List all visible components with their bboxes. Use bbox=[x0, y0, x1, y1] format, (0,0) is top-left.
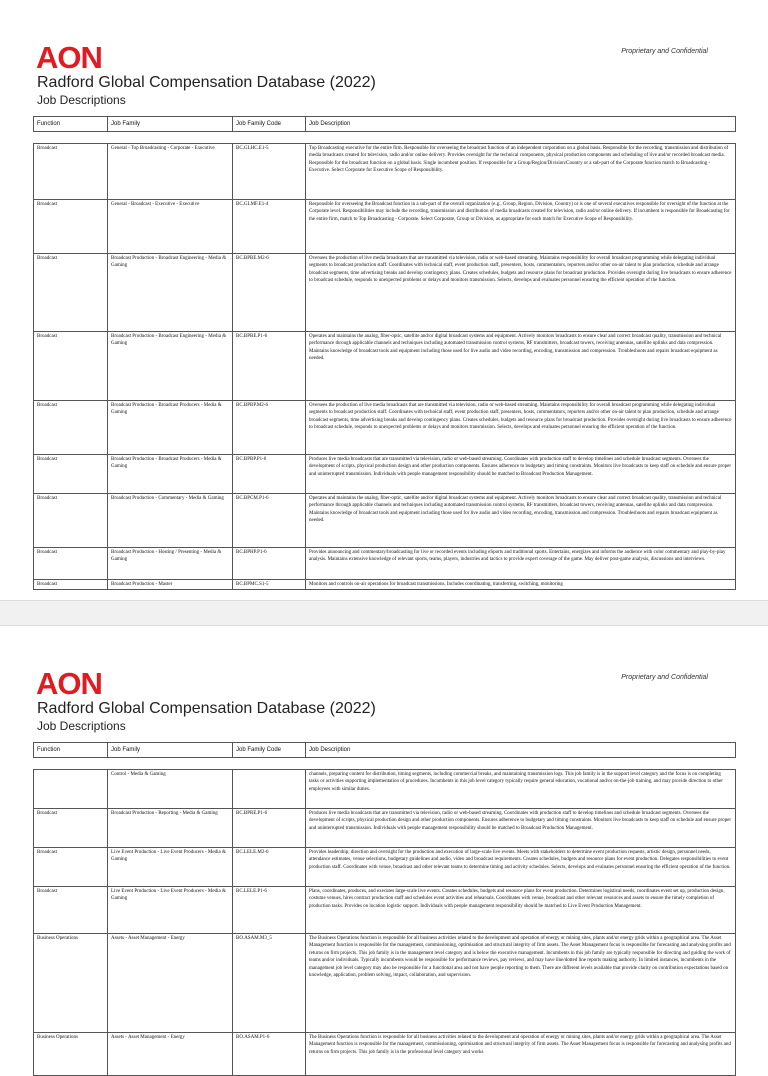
header-job-family-code: Job Family Code bbox=[233, 117, 306, 132]
cell-description: Oversees the production of live media broadcasts that are transmitted via television, radio or web-based streaming. Maintains responsibility for overall broadcast programming while delegating individual segments to broadcast production staff. Coordinates with technical staff, event production staff, presenters, hosts, commentators, reporters and/or other on-air talent to plan production, schedule and arrange broadcast segments, time advertising breaks and develop contingency plans. Creates schedules, budgets and resource plans for broadcast production. Provides oversight during live broadcasts to ensure adherence to broadcast schedule, responds to unexpected problems or delays and monitors transmission. Selects, develops and evaluates personnel ensuring the efficient operation of the function. bbox=[306, 401, 736, 455]
table-row bbox=[34, 494, 736, 548]
cell-code: BC.BPCM.P1-6 bbox=[233, 494, 306, 548]
cell-job-family: General - Top Broadcasting - Corporate - Executive bbox=[108, 144, 233, 200]
table-row bbox=[34, 548, 736, 580]
table-row bbox=[34, 887, 736, 934]
cell-function: Broadcast bbox=[34, 809, 108, 848]
page-separator bbox=[0, 600, 768, 626]
cell-function: Broadcast bbox=[34, 401, 108, 455]
page-subtitle: Job Descriptions bbox=[37, 719, 126, 733]
aon-logo: AON bbox=[36, 666, 102, 701]
cell-function: Broadcast bbox=[34, 848, 108, 887]
cell-function: Business Operations bbox=[34, 1033, 108, 1076]
header-job-family-code: Job Family Code bbox=[233, 743, 306, 758]
header-job-family: Job Family bbox=[108, 743, 233, 758]
cell-function: Broadcast bbox=[34, 254, 108, 332]
cell-job-family: Live Event Production - Live Event Producers - Media & Gaming bbox=[108, 848, 233, 887]
table-row bbox=[34, 455, 736, 494]
cell-function: Broadcast bbox=[34, 332, 108, 401]
cell-job-family: General - Broadcast - Executive - Executive bbox=[108, 200, 233, 254]
header-job-description: Job Description bbox=[306, 743, 736, 758]
confidential-notice: Proprietary and Confidential bbox=[621, 674, 708, 681]
table-row bbox=[34, 144, 736, 200]
cell-function: Broadcast bbox=[34, 494, 108, 548]
cell-code: BC.LELE.P1-6 bbox=[233, 887, 306, 934]
cell-job-family: Assets - Asset Management - Energy bbox=[108, 934, 233, 1033]
page-subtitle: Job Descriptions bbox=[37, 93, 126, 107]
cell-code: BC.BPBP.M2-6 bbox=[233, 401, 306, 455]
cell-function: Broadcast bbox=[34, 144, 108, 200]
table-row bbox=[34, 1033, 736, 1076]
table-row bbox=[34, 934, 736, 1033]
cell-function: Broadcast bbox=[34, 455, 108, 494]
cell-description: The Business Operations function is responsible for all business activities related to the development and operation of energy or mining sites, plants and/or energy grids within a geographical area. The Asset Management function is responsible for the management, commissioning, optimisation and structural integrity of firm assets. The Asset Management focus is responsible for forecasting and analysing profits and returns on firm projects. This job family is in the professional level category and works bbox=[306, 1033, 736, 1076]
cell-description: Provides announcing and commentary/broadcasting for live or recorded events including eSports and traditional sports. Entertains, energizes and informs the audience with color commentary and play-by-play analysis. Maintains extensive knowledge of relevant sports, teams, players, industries and tactics to provide expert coverage of the game. May deliver post-game analysis, discussions and interviews. bbox=[306, 548, 736, 580]
cell-description: Plans, coordinates, produces, and executes large-scale live events. Creates schedules, budgets and resource plans for event production. Determines logistical needs, coordinates event set up, production design, costume venues, hires contract production staff and schedules event activities and rehearsals. Coordinates with venue, broadcast and other relevant resources and assets to ensure the timely completion of production tasks. Provides on location logistic support. Individuals with people management responsibility should be matched to Live Event Production Management. bbox=[306, 887, 736, 934]
cell-job-family: Broadcast Production - Commentary - Media & Gaming bbox=[108, 494, 233, 548]
table-header bbox=[33, 116, 736, 132]
header-function: Function bbox=[34, 117, 108, 132]
cell-description: Monitors and controls on-air operations for broadcast transmissions. Includes coordinating, transferring, switching, monitoring bbox=[306, 580, 736, 590]
cell-code: BO.ASAM.M3_5 bbox=[233, 934, 306, 1033]
aon-logo: AON bbox=[36, 40, 102, 75]
table-header bbox=[33, 742, 736, 758]
cell-job-family: Broadcast Production - Master bbox=[108, 580, 233, 590]
cell-code: BC.GLHC.E1-5 bbox=[233, 144, 306, 200]
cell-description: The Business Operations function is responsible for all business activities related to the development and operation of energy or mining sites, plants and/or energy grids within a geographical area. The Asset Management function is responsible for the management, commissioning, optimisation and structural integrity of firm assets. The Asset Management focus is responsible for forecasting and analysing profits and returns on firm projects. This job family is in the management level category and is below the executive management. Incumbents in this job family are typically responsible for directing and guiding the work of teams and/or individuals. Typically incumbents would be responsible for performance reviews, pay reviews, and may have line/dotted line reports making authority. In limited instances, incumbents in the management job level category may also be responsible for a functional area and not have people reporting to them. There are different levels available that provide clarity on contribution expectations based on knowledge, application, problem solving, impact, collaboration, and supervision. bbox=[306, 934, 736, 1033]
table-row bbox=[34, 401, 736, 455]
page-title: Radford Global Compensation Database (2022) bbox=[37, 700, 376, 717]
cell-description: Produces live media broadcasts that are transmitted via television, radio or web-based streaming. Coordinates with production staff to develop timelines and schedule broadcast segments. Oversees the development of scripts, physical production design and other production components. Ensures adherence to budgetary and timing constraints. Monitors live broadcasts to keep staff on schedule and ensure proper and uninterrupted transmission. Individuals with people management responsibility should be matched to Broadcast Production Management. bbox=[306, 455, 736, 494]
cell-description: Responsible for overseeing the Broadcast function in a sub-part of the overall organization (e.g., Group, Region, Division, Country) or is one of several executives responsible for oversight of the function at the Corporate level. Responsibilities may include the recording, transmission and distribution of media broadcasts created for television, radio and/or online delivery. If incumbent is responsible for Broadcasting for the entire firm, match to Top Broadcasting - Corporate. Select Corporate, Group or Division, as appropriate for each match for Executive Scope of Responsibility. bbox=[306, 200, 736, 254]
cell-description: Top Broadcasting executive for the entire firm. Responsible for overseeing the broadcast function of an independent corporation on a global basis. Responsible for the recording, transmission and distribution of media broadcasts created for television, radio and/or online delivery. Provides oversight for the technical components, physical production components and scheduling of live and/or recorded broadcast media. Responsible for the broadcast function on a global basis. Single incumbent position. If responsible for a Group/Region/Division/Country or a sub-part of the Corporate function match to Broadcasting - Executive. Select Corporate for Executive Scope of Responsibility. bbox=[306, 144, 736, 200]
cell-code: BC.BPBE.P1-6 bbox=[233, 332, 306, 401]
cell-job-family: Broadcast Production - Reporting - Media & Gaming bbox=[108, 809, 233, 848]
header-function: Function bbox=[34, 743, 108, 758]
cell-code: BC.BPBE.M2-6 bbox=[233, 254, 306, 332]
cell-function: Broadcast bbox=[34, 548, 108, 580]
cell-job-family: Broadcast Production - Broadcast Engineering - Media & Gaming bbox=[108, 332, 233, 401]
cell-description: Provides leadership, direction and oversight for the production and execution of large-scale live events. Meets with stakeholders to determine event production requests, artistic design, personnel needs, attendance estimates, venue selections, budgetary guidelines and audio, video and broadcast requirements. Creates schedules, budgets and resource plans for event production. Delegates responsibilities to event production staff. Coordinates with venue, broadcast and other relevant teams to determine timing and activity schedules. Selects, develops and evaluates personnel ensuring the efficient operation of the function. bbox=[306, 848, 736, 887]
cell-description: Oversees the production of live media broadcasts that are transmitted via television, radio or web-based streaming. Maintains responsibility for overall broadcast programming while delegating individual segments to broadcast production staff. Coordinates with technical staff, event production staff, presenters, hosts, commentators, reporters and/or other on-air talent to plan production, schedule and arrange broadcast segments, time advertising breaks and develop contingency plans. Creates schedules, budgets and resource plans for broadcast production. Provides oversight during live broadcasts to ensure adherence to broadcast schedule, responds to unexpected problems or delays and monitors transmission. Selects, develops and evaluates personnel ensuring the efficient operation of the function. bbox=[306, 254, 736, 332]
cell-job-family: Broadcast Production - Broadcast Producers - Media & Gaming bbox=[108, 401, 233, 455]
table-row bbox=[34, 200, 736, 254]
table-row bbox=[34, 809, 736, 848]
cell-code: BC.BPHP.P1-6 bbox=[233, 548, 306, 580]
cell-job-family: Broadcast Production - Hosting / Presenting - Media & Gaming bbox=[108, 548, 233, 580]
page-title: Radford Global Compensation Database (2022) bbox=[37, 74, 376, 91]
cell-function bbox=[34, 770, 108, 809]
table-row bbox=[34, 580, 736, 590]
job-table bbox=[33, 769, 736, 1076]
cell-description: Operates and maintains the analog, fiber-optic, satellite and/or digital broadcast systems and equipment. Actively monitors broadcasts to ensure clear and correct broadcast quality, transmission and technical performance through applicable channels and techniques including automated transmission control systems, RF transmitters, broadcast towers, receiving antennas, satellite uplinks and data compression. Maintains knowledge of broadcast tools and equipment including those used for live audio and video recording, encoding, transmission and compression. Troubleshoots and repairs broadcast equipment as needed. bbox=[306, 494, 736, 548]
table-row bbox=[34, 770, 736, 809]
cell-code bbox=[233, 770, 306, 809]
cell-description: Operates and maintains the analog, fiber-optic, satellite and/or digital broadcast systems and equipment. Actively monitors broadcasts to ensure clear and correct broadcast quality, transmission and technical performance through applicable channels and techniques including automated transmission control systems, RF transmitters, broadcast towers, receiving antennas, satellite uplinks and data compression. Maintains knowledge of broadcast tools and equipment including those used for live audio and video recording, encoding, transmission and compression. Troubleshoots and repairs broadcast equipment as needed. bbox=[306, 332, 736, 401]
cell-job-family: Broadcast Production - Broadcast Producers - Media & Gaming bbox=[108, 455, 233, 494]
cell-function: Broadcast bbox=[34, 200, 108, 254]
header-job-family: Job Family bbox=[108, 117, 233, 132]
confidential-notice: Proprietary and Confidential bbox=[621, 48, 708, 55]
table-row bbox=[34, 332, 736, 401]
cell-job-family: Assets - Asset Management - Energy bbox=[108, 1033, 233, 1076]
document-page-2 bbox=[0, 626, 768, 1055]
cell-function: Business Operations bbox=[34, 934, 108, 1033]
cell-code: BC.GLMF.E1-4 bbox=[233, 200, 306, 254]
cell-function: Broadcast bbox=[34, 887, 108, 934]
cell-code: BO.ASAM.P1-6 bbox=[233, 1033, 306, 1076]
cell-job-family: Live Event Production - Live Event Producers - Media & Gaming bbox=[108, 887, 233, 934]
cell-description: channels, preparing content for distribution, timing segments, including commercial breaks, and maintaining transmission logs. This job family is in the support level category and the focus is on completing tasks or activities supporting implementation of procedures. Incumbents in this job level category typically require general education, vocational and/or on-the-job training, and may provide direction to other employees with similar duties. bbox=[306, 770, 736, 809]
cell-code: BC.LELE.M2-6 bbox=[233, 848, 306, 887]
cell-code: BC.BPMC.S1-5 bbox=[233, 580, 306, 590]
cell-code: BC.BPBP.P1-6 bbox=[233, 455, 306, 494]
cell-code: BC.BPRE.P1-6 bbox=[233, 809, 306, 848]
cell-description: Produces live media broadcasts that are transmitted via television, radio or web-based streaming. Coordinates with production staff to develop timelines and schedule broadcast segments. Oversees the development of scripts, physical production design and other production components. Ensures adherence to budgetary and timing constraints. Monitors live broadcasts to keep staff on schedule and ensure proper and uninterrupted transmission. Individuals with people management responsibility should be matched to Broadcast Production Management. bbox=[306, 809, 736, 848]
cell-job-family: Broadcast Production - Broadcast Engineering - Media & Gaming bbox=[108, 254, 233, 332]
cell-function: Broadcast bbox=[34, 580, 108, 590]
table-row bbox=[34, 254, 736, 332]
cell-job-family: Control - Media & Gaming bbox=[108, 770, 233, 809]
header-job-description: Job Description bbox=[306, 117, 736, 132]
job-table bbox=[33, 143, 736, 590]
table-row bbox=[34, 848, 736, 887]
